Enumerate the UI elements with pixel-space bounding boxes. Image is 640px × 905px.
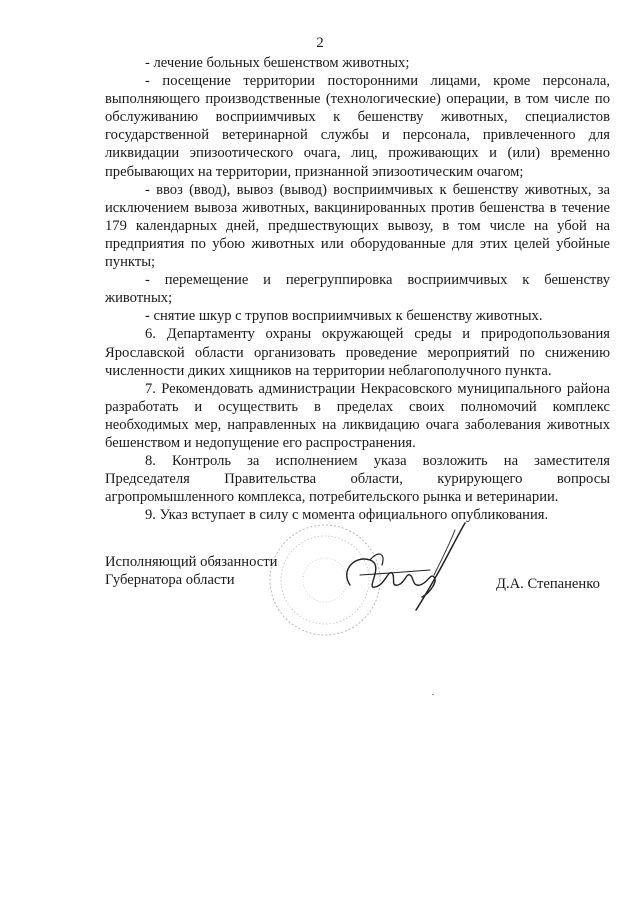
paragraph: - снятие шкур с трупов восприимчивых к бешенству животных. [145, 308, 543, 325]
handwritten-signature [330, 515, 470, 615]
paragraph: - перемещение и перегруппировка восприимчивых к бешенству животных; [105, 272, 610, 307]
paragraph: 6. Департаменту охраны окружающей среды и природопользования Ярославской области организовать проведение мероприятий по снижению численности диких хищников на территории неблагополучного пункта. [105, 326, 610, 379]
paragraph: - посещение территории посторонними лицами, кроме персонала, выполняющего производственные (технологические) операции, в том числе по обслуживанию восприимчивых к бешенству животных, специалистов государственной ветеринарной службы и персонала, привлеченного для ликвидации эпизоотического очага, лиц, проживающих и (или) временно пребывающих на территории, признанной эпизоотическим очагом; [105, 73, 610, 180]
paragraph: 9. Указ вступает в силу с момента официального опубликования. [145, 507, 549, 524]
scan-speck [432, 694, 434, 695]
document-body [105, 54, 610, 524]
paragraph: - лечение больных бешенством животных; [145, 55, 410, 71]
paragraph: - ввоз (ввод), вывоз (вывод) восприимчивых к бешенству животных, за исключением вывоза животных, вакцинированных против бешенства в течение 179 календарных дней, предшествующих вывозу, в том числе на убой на предприятия по убою животных или оборудованные для этих целей убойные пункты; [105, 181, 610, 271]
signatory-title-line2: Губернатора области [105, 572, 235, 588]
paragraph: 7. Рекомендовать администрации Некрасовского муниципального района разработать и осуществить в пределах своих полномочий комплекс необходимых мер, направленных на ликвидацию очага заболевания животных бешенством и недопущение его распространения. [105, 380, 610, 451]
page-number: 2 [316, 35, 324, 51]
signatory-name: Д.А. Степаненко [496, 576, 600, 592]
signatory-title-line1: Исполняющий обязанности [105, 554, 278, 570]
paragraph: 8. Контроль за исполнением указа возложить на заместителя Председателя Правительства области, курирующего вопросы агропромышленного комплекса, потребительского рынка и ветеринарии. [105, 453, 610, 506]
